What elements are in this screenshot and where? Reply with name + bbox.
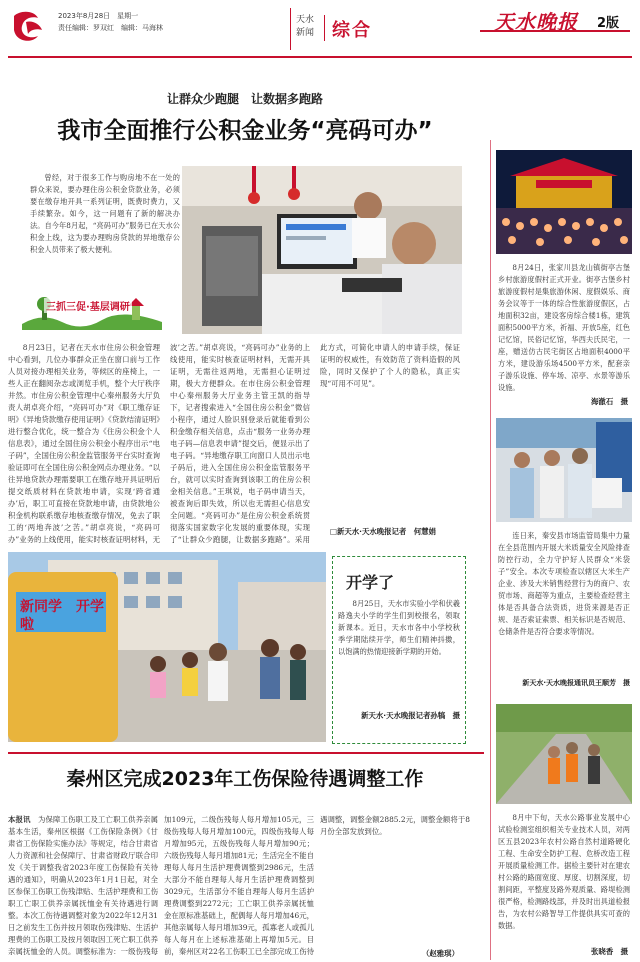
side1-photo (496, 150, 632, 254)
lead-credit: □新天水·天水晚报记者 何慧娟 (330, 527, 436, 536)
school-photo (8, 552, 326, 742)
school-credit: 新天水·天水晚报记者孙犒 摄 (361, 711, 460, 720)
insurance-credit: （赵雅琪） (422, 949, 459, 958)
section-loc2: 新闻 (296, 28, 315, 38)
lead-body-col1: 8月23日，记者在天水市住房公积金管理中心看到，几位办事群众正坐在窗口前与工作人员对接办理相关业务，等候区的座椅上，一些人正在翻阅杂志或浏览手机，整个大厅秩序井然。市住房公积金管理中心秦州服务大厅负责人胡卓亮介绍，“亮码可办”对《职工缴存证明》《异地贷款缴存使用证明》《贷款结清证明》进行整合优化，统一整合为《住房公积金个人信息表》，通过全国住房公积金小程序出示“电子码”，全国住房公积金监管服务平台实时查询验证即可在全国住房公积金网点办理业务。“以往异地贷款办理需要职工在缴存地开具证明后提交纸质材料在贷款地申请，实现‘跨省通办’后，职工可直接在贷款地申请，由贷款地公积金机构联系缴存地核查缴存情况，免去了职工的‘两地奔波’之苦。”胡卓亮说，“亮码可办”业务的上线使用，能实时核查证明材料，无 (8, 343, 160, 544)
school-banner-text: 新同学 开学啦 (20, 599, 104, 633)
lead-headline: 我市全面推行公积金业务“亮码可办” (57, 118, 433, 144)
side3-photo (496, 704, 632, 804)
editors-line: 责任编辑：罗双红 编辑：马海林 (58, 24, 163, 32)
section-loc1: 天水 (296, 15, 315, 25)
newspaper-logo (8, 8, 48, 48)
lead-photo (182, 166, 462, 334)
side3-text: 8月中下旬，天水公路事业发展中心试验检测室组织相关专业技术人员，对两区五县2023年农村公路自然村道路硬化工程、生命安全防护工程、危桥改造工程开展质量检测工作。据检主要针对在建农村公路的路面宽度、厚度、切割深度，切割间距，平整度及路外观质量、路堤检测很严格，检测路线部，并及时出具道检报告，为农村公路智导工作提供具实可查的数据。 (498, 813, 630, 930)
side2-text: 连日来，秦安县市场监管局集中力量在全县范围内开展大米质量安全风险排查防控行动，全力守护好人民群众“米袋子”安全。本次专项检查以辖区大米生产企业、涉及大米销售经营行为的商户、农贸市场、商超等为重点，主要检查经营主体是否具备合法资质，进货来源是否正规、是否索证索票、相关标识是否规范、仓储条件是否符合要求等情况。 (498, 531, 630, 636)
research-badge-text: 三抓三促·基层调研 (44, 298, 132, 313)
lead-kicker: 让群众少跑腿 让数据多跑路 (166, 92, 323, 106)
page-number: 2版 (597, 16, 620, 31)
school-text: 8月25日，天水市实验小学和伏羲路逸夫小学的学生们到校报名，领取新课本。近日，天水市各中小学校秋季学期陆续开学，师生们精神抖擞，以饱满的热情迎接新学期的开始。 (338, 599, 460, 656)
masthead: 天水晚报 (494, 10, 578, 34)
lead-intro: 曾经，对于很多工作与购房地不在一处的群众来说，要办理住房公积金贷款业务，必须要在缴存地开具一系列证明，既费时费力，又手续繁杂。如今，这一问题有了新的解决办法。自今年8月起，“亮码可办”服务已在天水公积金上线，这为要办理购房贷款的异地缴存公积金人员带来了极大便利。 (30, 173, 180, 254)
lead-body-col3: 此方式，可简化申请人的申请手续，保证证明的权威性，有效防范了资料造假的风险，同时又保护了个人的隐私，真正实现“可用不可见”。 (320, 343, 460, 388)
research-badge (22, 294, 162, 330)
side3-credit: 张晓香 摄 (591, 947, 628, 956)
lead-body-col2: 波’之苦。”胡卓亮说，“亮码可办”业务的上线使用，能实时核查证明材料，无需开具证明，无需往返两地，无需担心证明过期，极大方便群众。在市住房公积金管理中心秦州服务大厅业务主管王凯的指导下，记者搜索进入“全国住房公积金”微信小程序，通过人脸识别登录后就能看到公积金缴存相关信息，点击“服务一业务办理电子码—信息表申请”提交后，便显示出了电子码。“异地缴存职工向窗口人员出示电子码后，进入全国住房公积金监管服务平台，就可以实时查询到该职工的住房公积金相关信息。”王琪说，电子码申请当天，被查询后即失效，所以也无需担心信息安全问题。“亮码可办”是住房公积金系统贯彻落实国家数字化发展的重要体现，实现了“让群众少跑腿，让数据多跑路”。采用 (170, 343, 310, 544)
header-rule (8, 56, 632, 58)
insurance-headline: 秦州区完成2023年工伤保险待遇调整工作 (66, 768, 424, 790)
insurance-body-col2: 加109元，二级伤残每人每月增加105元，三级伤残每人每月增加100元，四级伤残每人每月增加95元，五级伤残每人每月增加90元；六级伤残每人每月增加81元；生活完全不能自理每人每月生活护理费调整到2986元，生活大部分不能自理每人每月生活护理费调整到3029元，生活部分不能自理每人每月生活护理费调整到2272元；工亡职工供养亲属抚恤金在原标准基础上，配偶每人每月增加46元，其他亲属每人每月增加39元，孤寡老人或孤儿每人每月在上述标准基础上再增加5元。目前，秦州区对22名工伤职工已全部完成工伤待 (164, 815, 314, 956)
section-name: 综合 (332, 20, 372, 41)
side1-credit: 海澈石 摄 (591, 397, 628, 406)
side2-photo (496, 418, 632, 522)
school-title: 开学了 (346, 573, 395, 592)
insurance-body-col1: 本报讯 为保障工伤职工及工亡职工供养亲属基本生活，秦州区根据《工伤保险条例》《甘肃省工伤保险实施办法》等规定，结合甘肃省人力资源和社会保障厅、甘肃省财政厅联合印发《关于调整我省2023年度工伤保险有关待遇的通知》，明确从2023年1月1日起，对全区参保工伤职工伤残津贴、生活护理费和工伤职工亡职工供养亲属抚恤金有关待遇进行调整。本次工伤待遇调整对象为2022年12月31日之前发生工伤并按月领取伤残津贴、生活护理费的工伤职工及按月领取因工死亡职工供养亲属抚恤金的人员。调整标准为：一级伤残每 (8, 815, 158, 956)
insurance-body-col3: 遇调整，调整金额2885.2元，调整金额将于8月份全部发放到位。 (320, 815, 470, 836)
side2-credit: 新天水·天水晚报通讯员王顺芳 摄 (522, 679, 630, 687)
issue-date: 2023年8月28日 星期一 (58, 12, 139, 20)
side1-text: 8月24日，张家川县龙山镇街亭古堡乡村旅游度假村正式开业。街亭古堡乡村旅游度假村是集旅游休闲、度假娱乐、商务会议等于一体的综合性旅游度假区，占地面积32亩，建设客房综合楼1栋，建筑面积5000平方米，祈福、开放5座，红色记忆馆，民俗记忆馆，华西夫氏民宅，一座，赠送仿古民宅街区占地面积4000平方米，建设游乐场4500平方米，配套亲子游乐设施、停车场、凉亭、水景等游乐设施。 (498, 263, 630, 392)
